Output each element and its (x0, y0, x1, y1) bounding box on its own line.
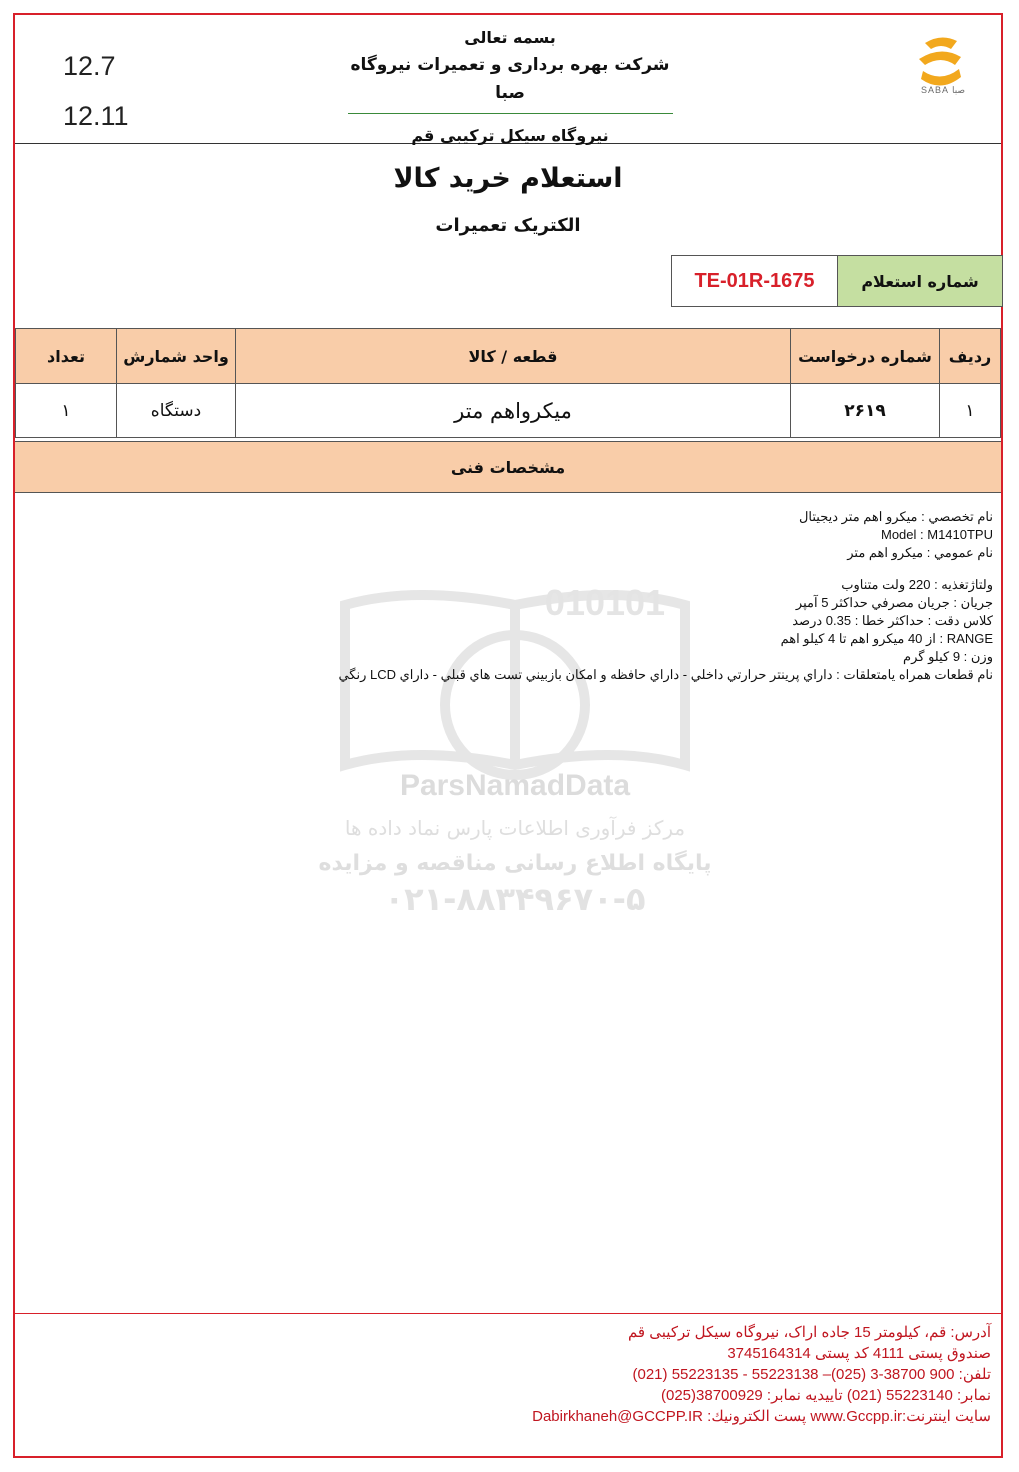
header-divider (348, 113, 673, 114)
company-name: شرکت بهره برداری و تعمیرات نیروگاه صبا (350, 55, 670, 103)
spec-line: ولتاژتغذيه : 220 ولت متناوب (841, 577, 993, 592)
col-item: قطعه / کالا (236, 329, 791, 384)
col-request-number: شماره درخواست (791, 329, 940, 384)
table-row (16, 384, 1001, 438)
cell-item: میکرواهم متر (236, 384, 791, 438)
document-subtitle: الکتریک تعمیرات (435, 215, 581, 236)
contact-info (471, 1322, 991, 1427)
col-quantity: تعداد (16, 329, 117, 384)
cell-row: ۱ (940, 384, 1001, 438)
bismillah: بسمه تعالی (464, 28, 556, 47)
cell-quantity: ۱ (16, 384, 117, 438)
items-table (15, 328, 1001, 438)
spec-list (33, 508, 993, 684)
spec-gap (33, 562, 993, 576)
letterhead (15, 15, 1001, 144)
spec-line: نام قطعات همراه يامتعلقات : داراي پرينتر حرارتي داخلي - داراي حافظه و امکان بازبيني تست هاي قبلي - داراي LCD رنگي (338, 667, 993, 682)
fax-line: نمابر: 55223140 (021) تاییدیه نمابر: 38700929(025) (660, 1387, 991, 1404)
watermark-brand: ParsNamadData (399, 769, 631, 802)
watermark-line1: مرکز فرآوری اطلاعات پارس نماد داده ها (344, 816, 686, 840)
col-unit: واحد شمارش (117, 329, 236, 384)
spec-line: جريان : جريان مصرفي حداکثر 5 آمپر (795, 595, 993, 610)
spec-line: نام عمومي : ميکرو اهم متر (847, 545, 993, 560)
watermark-phone: ۰۲۱-۸۸۳۴۹۶۷۰-۵ (384, 880, 646, 918)
spec-line: Model : M1410TPU (881, 527, 993, 542)
watermark-binary: 010101 (544, 582, 666, 623)
spec-line: وزن : 9 کيلو گرم (903, 649, 993, 664)
document-frame (13, 13, 1003, 1458)
spec-line: RANGE : از 40 ميکرو اهم تا 4 کيلو اهم (780, 631, 993, 646)
po-box-line: صندوق پستی 4111 کد پستی 3745164314 (727, 1345, 991, 1362)
spec-section-title: مشخصات فنی (15, 441, 1001, 493)
letterhead-text (345, 25, 675, 148)
saba-logo-icon (895, 25, 987, 117)
cell-unit: دستگاه (117, 384, 236, 438)
cell-request-number: ۲۶۱۹ (791, 384, 940, 438)
col-row: ردیف (940, 329, 1001, 384)
inquiry-label: شماره استعلام (837, 255, 1003, 307)
footer (15, 1313, 1001, 1425)
form-codes (63, 41, 129, 141)
web-email-line: سایت اینترنت:www.Gccpp.ir پست الکترونیك: Dabirkhaneh@GCCPP.IR (532, 1408, 991, 1425)
phone-line: تلفن: 900 38700-3 (025)– 55223138 - 55223135 (021) (632, 1366, 991, 1383)
form-code-1: 12.7 (63, 51, 116, 81)
watermark-line2: پایگاه اطلاع رسانی مناقصه و مزایده (318, 851, 712, 876)
logo-caption: SABA صبا (920, 85, 966, 95)
inquiry-number: TE-01R-1675 (671, 255, 838, 307)
form-code-2: 12.11 (63, 101, 129, 131)
document-title: استعلام خرید کالا (393, 163, 623, 194)
spec-line: نام تخصصي : ميکرو اهم متر ديجيتال (798, 509, 993, 524)
plant-name: نیروگاه سیکل ترکیبی قم (411, 126, 609, 145)
address-line: آدرس: قم، کیلومتر 15 جاده اراک، نیروگاه سیکل ترکیبی قم (627, 1324, 991, 1341)
spec-line: کلاس دقت : حداکثر خطا : 0.35 درصد (792, 613, 993, 628)
table-header-row (16, 329, 1001, 384)
